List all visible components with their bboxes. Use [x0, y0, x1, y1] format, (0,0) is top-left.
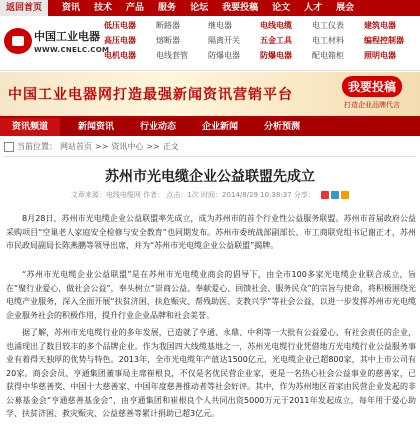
- top-nav: [62, 0, 354, 16]
- article-paragraph: “苏州市光电缆企业公益联盟”是在苏州市光电缆业商会的倡导下，由全市100多家光电缆企业联合成立，旨在“聚行业爱心，做社会公益”，奉头树立“崇商公益、奉献爱心、回馈社会、服务民众”的宗旨与使命，将积极围绕光电缆产业服务，深入全面开展“扶贫济困、扶危赈灾、帮残助医、支教兴学”等社会公益，以进一步发挥苏州市光电缆企业服务社会的积极作用，提升行业企业品牌和社会美誉。: [6, 270, 416, 320]
- nav-item-services[interactable]: 服务: [158, 3, 177, 13]
- nav-item-forum[interactable]: 论坛: [190, 3, 209, 13]
- share-icons: [321, 191, 349, 199]
- category-link[interactable]: 低压电器: [104, 21, 136, 30]
- site-logo[interactable]: [4, 24, 110, 62]
- site-header: [0, 16, 420, 71]
- category-link[interactable]: 电工材料: [312, 36, 344, 45]
- share-more-icon[interactable]: [341, 191, 349, 199]
- category-link[interactable]: 配电箱柜: [312, 51, 344, 60]
- home-link[interactable]: 返回首页: [0, 0, 48, 16]
- category-link[interactable]: 建筑电器: [364, 21, 396, 30]
- article-paragraph: 据了解，苏州市光电缆行业的多年发展，已造就了亨通、永鼎、中利等一大批有公益爱心、有社会责任的企业，也涌现出了数目较丰的多个品牌企业。作为我国四大线缆基地之一，苏州光电缆行业凭借地方光电缆行业公益服务事业有着得天独厚的优势与特色。2013年，全市光电缆年产值达1500亿元，光电缆企业已超800家，其中上市公司有20家。商会会员、亨通集团董事局主席崔根良，不仅是名优民营企业家，更是一名热心社会公益事业的慈善家，已获得中华慈善奖、中国十大慈善家、中国年度慈善推动者等社会好评。其中，作为苏州地区首家由民营企业发起的非公募基金会“亨通慈善基金会”，由亨通集团和崔根良个人共同出资5000万元于2011年发起成立，每年用于爱心助学、扶贫济困、救灾赈灾、公益慈善等累计捐助已超3亿元。: [6, 328, 416, 418]
- category-link[interactable]: 高压电器: [104, 36, 136, 45]
- category-link[interactable]: 隔离开关: [208, 36, 240, 45]
- nav-item-tech[interactable]: 技术: [94, 3, 113, 13]
- category-link[interactable]: 照明电器: [364, 51, 396, 60]
- banner-title: 中国工业电器网打造最强新闻资讯营销平台: [8, 87, 293, 103]
- submit-cta-label: 我要投稿: [342, 76, 402, 97]
- top-nav-bar: [0, 0, 420, 16]
- section-tab-news[interactable]: 新闻资讯: [78, 122, 115, 132]
- breadcrumb-sep: >>: [146, 142, 160, 151]
- promo-banner[interactable]: [0, 72, 420, 118]
- nav-item-products[interactable]: 产品: [126, 3, 145, 13]
- submit-cta[interactable]: [330, 76, 414, 112]
- category-link[interactable]: 电线套管: [156, 51, 188, 60]
- section-tab-industry[interactable]: 行业动态: [140, 122, 177, 132]
- section-tab-analysis[interactable]: 分析预测: [264, 122, 301, 132]
- nav-item-expo[interactable]: 展会: [336, 3, 355, 13]
- breadcrumb-current: 正文: [162, 142, 179, 151]
- article-title: 苏州市光电缆企业公益联盟先成立: [105, 169, 315, 185]
- category-link[interactable]: 继电器: [208, 21, 232, 30]
- category-link[interactable]: 断路器: [156, 21, 180, 30]
- submit-cta-sub: 打造企业品牌代言: [344, 101, 400, 109]
- section-tab-company[interactable]: 企业新闻: [202, 122, 239, 132]
- category-link[interactable]: 防爆电器: [260, 51, 292, 60]
- category-link[interactable]: 熔断器: [156, 36, 180, 45]
- logo-url: WWW.CNELC.COM: [34, 46, 110, 54]
- breadcrumb-news[interactable]: 资讯中心: [111, 142, 144, 151]
- nav-item-news[interactable]: 资讯: [62, 3, 81, 13]
- category-link[interactable]: 电工仪表: [312, 21, 344, 30]
- category-link[interactable]: 编程控制器: [364, 36, 404, 45]
- nav-item-papers[interactable]: 论文: [272, 3, 291, 13]
- category-link[interactable]: 电机电器: [104, 51, 136, 60]
- section-nav: [0, 118, 420, 136]
- nav-item-submit[interactable]: 我要投稿: [222, 3, 259, 13]
- section-title: 资讯频道: [0, 118, 60, 136]
- breadcrumb-prefix: 当前位置：: [17, 142, 57, 151]
- divider: [4, 156, 416, 157]
- category-link[interactable]: 五金工具: [260, 36, 292, 45]
- article-meta-text: 文章来源：电线电缆网 作者： 点击：1次 时间：2014/8/29 10:38:37 分享：: [70, 191, 315, 199]
- breadcrumb: [4, 140, 179, 154]
- article-meta: [0, 190, 420, 200]
- section-nav-items: [78, 118, 300, 136]
- category-link[interactable]: 防爆电器: [208, 51, 240, 60]
- article-paragraph: 8月28日，苏州市光电缆企业公益联盟率先成立，成为苏州市的首个行业性公益服务联盟。苏州市首届政府公益采购项目“空巢老人家庭安全检修与安全教育”也同期发布。苏州市委统战部副部长、市工商联党组书记谢正才，苏州市民政局副局长陈燕鹏等领导出席，并为“苏州市光电缆企业公益联盟”揭牌。: [6, 214, 416, 250]
- category-grid: [104, 20, 416, 62]
- logo-mark-icon: [4, 28, 32, 54]
- qzone-icon[interactable]: [331, 191, 339, 199]
- weibo-icon[interactable]: [321, 191, 329, 199]
- category-link[interactable]: 电线电缆: [260, 21, 292, 30]
- home-icon: [4, 142, 14, 152]
- nav-item-talent[interactable]: 人才: [304, 3, 323, 13]
- logo-text: 中国工业电器: [34, 30, 100, 43]
- breadcrumb-home[interactable]: 网站首页: [60, 142, 92, 151]
- breadcrumb-sep: >>: [95, 142, 109, 151]
